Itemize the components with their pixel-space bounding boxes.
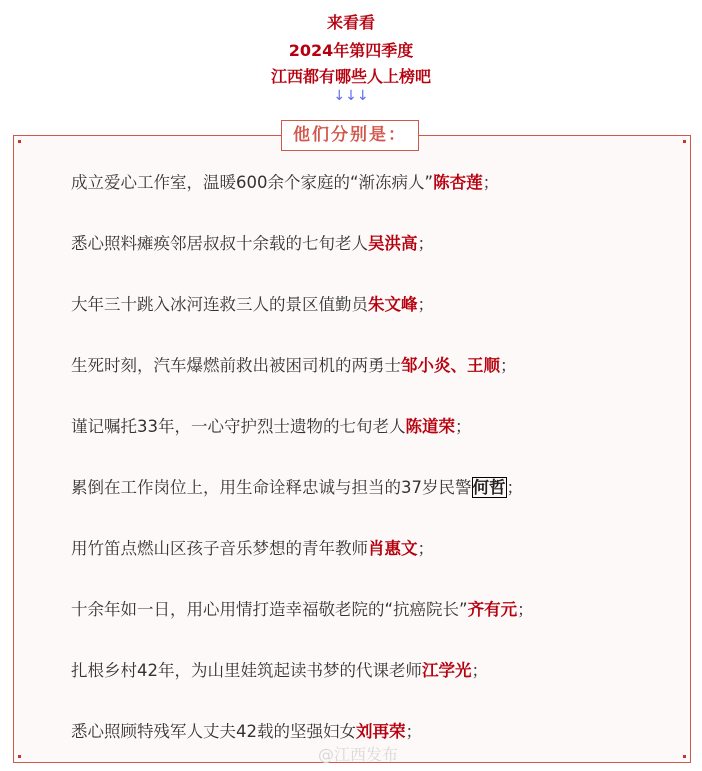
person-name: 齐有元: [467, 600, 518, 619]
list-item: [71, 657, 488, 681]
item-end: ；: [500, 356, 517, 375]
person-name: 陈道荣: [405, 417, 455, 436]
list-item: [71, 596, 534, 620]
person-name: 肖惠文: [368, 539, 418, 558]
item-description: 大年三十跳入冰河连救三人的景区值勤员: [71, 295, 368, 314]
item-description: 累倒在工作岗位上，用生命诠释忠诚与担当的37岁民警: [71, 478, 472, 497]
person-name: 朱文峰: [368, 295, 418, 314]
list-item: [71, 535, 434, 559]
person-name: 何哲: [472, 478, 506, 497]
item-description: 十余年如一日，用心用情打造幸福敬老院的“抗癌院长”: [71, 600, 468, 619]
header-line-1: 来看看: [326, 13, 375, 32]
item-description: 用竹笛点燃山区孩子音乐梦想的青年教师: [71, 539, 368, 558]
person-name: 陈杏莲: [433, 173, 483, 192]
person-name: 刘再荣: [356, 722, 406, 741]
item-end: ；: [417, 234, 434, 253]
item-end: ；: [417, 295, 434, 314]
item-end: ；: [482, 173, 500, 192]
item-end: ；: [506, 478, 523, 497]
item-end: ；: [417, 539, 434, 558]
item-description: 生死时刻，汽车爆燃前救出被困司机的两勇士: [71, 356, 401, 375]
item-end: ；: [517, 600, 534, 619]
item-description: 扎根乡村42年，为山里娃筑起读书梦的代课老师: [71, 661, 422, 680]
item-end: ；: [405, 722, 422, 741]
item-end: ；: [455, 417, 472, 436]
list-item: [71, 413, 472, 437]
watermark: @江西发布: [318, 745, 399, 764]
header-line-2: 2024年第四季度: [288, 41, 414, 60]
item-description: 悉心照顾特残军人丈夫42载的坚强妇女: [71, 722, 356, 741]
item-end: ；: [471, 661, 488, 680]
list-item: [71, 474, 523, 498]
person-name: 邹小炎、王顺: [401, 356, 500, 375]
person-name: 江学光: [422, 661, 472, 680]
item-description: 谨记嘱托33年，一心守护烈士遗物的七旬老人: [71, 417, 406, 436]
person-name: 吴洪高: [368, 234, 418, 253]
list-item: [71, 718, 422, 742]
down-arrows-icon: ↓↓↓: [333, 88, 369, 104]
list-item: [71, 169, 499, 193]
header-line-3: 江西都有哪些人上榜吧: [270, 67, 431, 86]
item-description: 成立爱心工作室，温暖600余个家庭的“渐冻病人”: [71, 173, 434, 192]
list-item: [71, 291, 434, 315]
item-description: 悉心照料瘫痪邻居叔叔十余载的七旬老人: [71, 234, 368, 253]
section-label: 他们分别是：: [281, 120, 419, 151]
list-item: [71, 352, 517, 376]
list-item: [71, 230, 434, 254]
